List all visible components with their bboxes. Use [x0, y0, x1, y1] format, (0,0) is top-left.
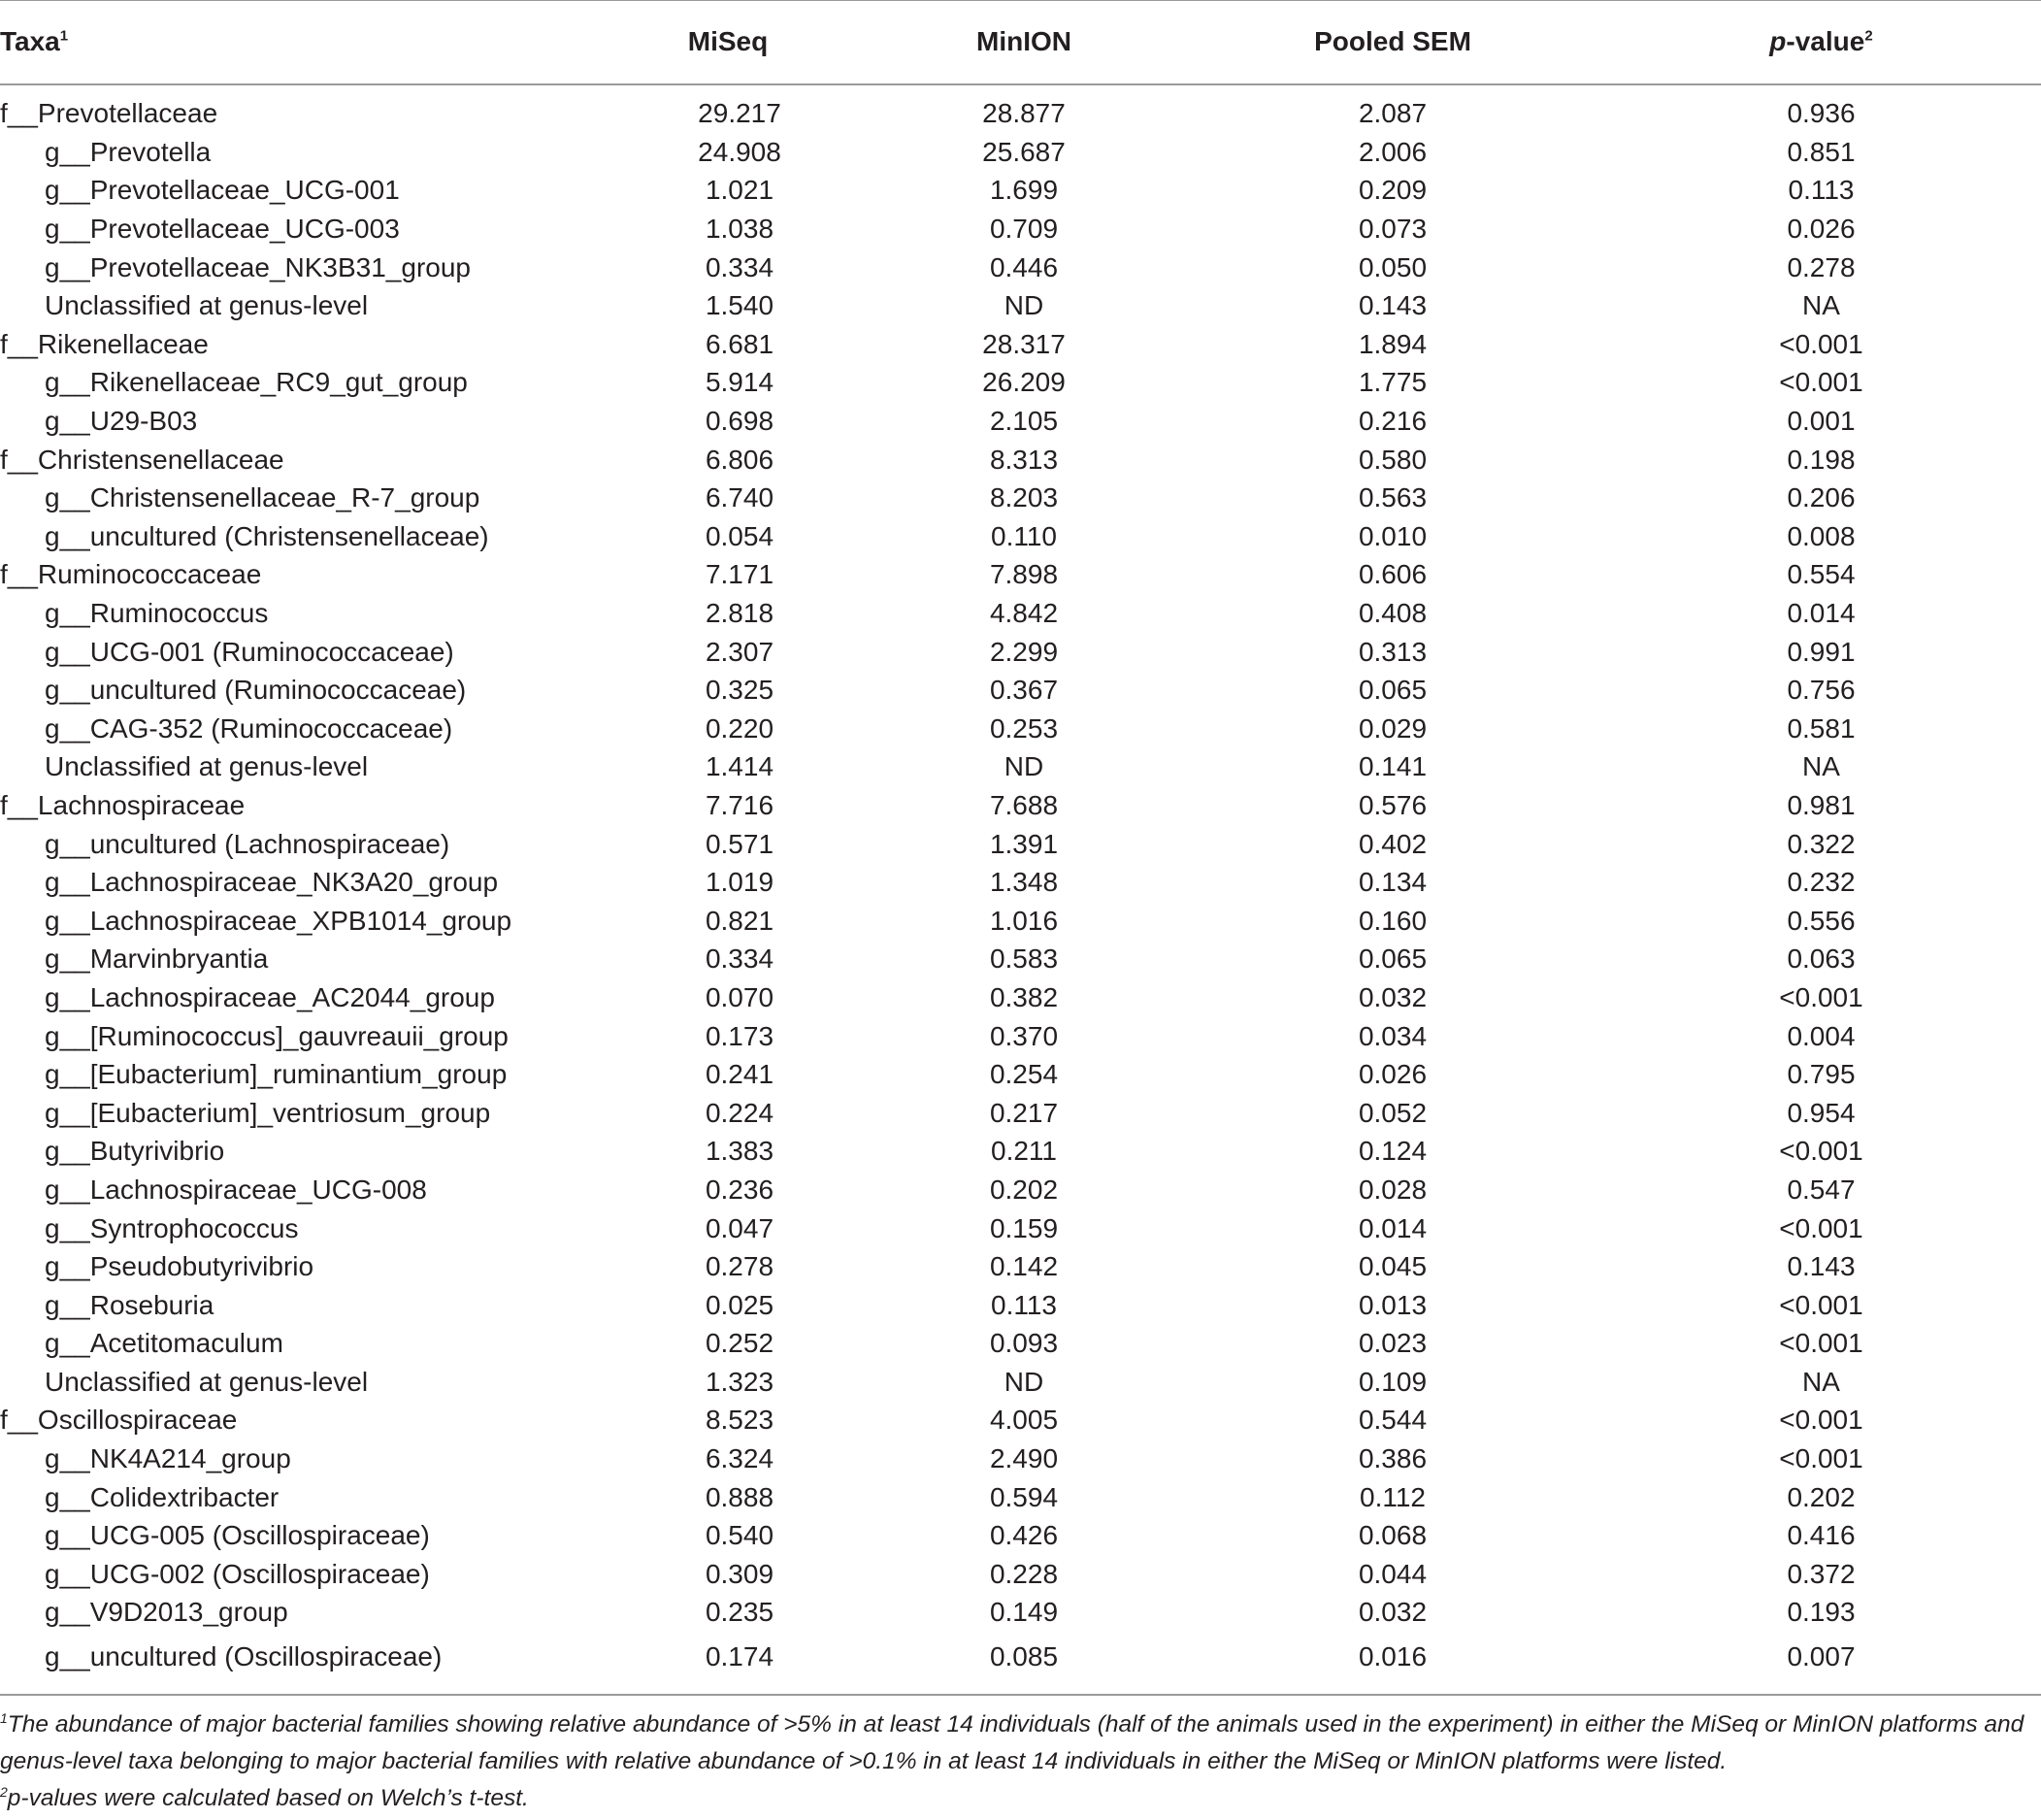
cell-minion: 0.254 — [989, 1059, 1059, 1090]
cell-miseq: 1.383 — [705, 1136, 774, 1167]
cell-p-value: NA — [1802, 290, 1840, 321]
table-row-genus — [0, 1247, 2041, 1286]
table-row-genus — [0, 633, 2041, 672]
cell-miseq: 0.025 — [705, 1289, 774, 1320]
cell-p-value: 0.416 — [1787, 1520, 1856, 1551]
cell-pooled-sem: 0.026 — [1358, 1059, 1428, 1090]
cell-p-value: 0.004 — [1787, 1020, 1856, 1051]
cell-miseq: 0.220 — [705, 712, 774, 744]
cell-minion: 0.370 — [989, 1020, 1059, 1051]
table-row-genus — [0, 172, 2041, 211]
header-taxa — [0, 1, 592, 84]
table-row-genus — [0, 248, 2041, 287]
cell-minion: 1.391 — [989, 828, 1059, 859]
table-row-family — [0, 95, 2041, 134]
table-row-genus — [0, 863, 2041, 902]
cell-miseq: 0.309 — [705, 1558, 774, 1589]
cell-miseq: 1.323 — [705, 1366, 774, 1397]
cell-minion: 2.299 — [989, 636, 1059, 667]
cell-pooled-sem: 0.563 — [1358, 482, 1428, 513]
cell-minion: ND — [1004, 1366, 1044, 1397]
cell-minion: ND — [1004, 751, 1044, 782]
cell-p-value: 0.936 — [1787, 98, 1856, 129]
table-footnotes — [0, 1706, 2038, 1817]
cell-p-value: <0.001 — [1779, 1212, 1863, 1243]
cell-minion: ND — [1004, 290, 1044, 321]
header-taxa-label: Taxa — [0, 26, 60, 57]
cell-miseq: 0.224 — [705, 1097, 774, 1128]
cell-pooled-sem: 1.775 — [1358, 367, 1428, 398]
cell-miseq: 0.821 — [705, 905, 774, 936]
cell-pooled-sem: 0.014 — [1358, 1212, 1428, 1243]
cell-taxa: g__NK4A214_group — [45, 1443, 291, 1474]
cell-p-value: 0.322 — [1787, 828, 1856, 859]
cell-p-value: 0.198 — [1787, 444, 1856, 475]
table-row-genus — [0, 594, 2041, 633]
cell-p-value: 0.372 — [1787, 1558, 1856, 1589]
cell-minion: 0.446 — [989, 251, 1059, 282]
cell-p-value: <0.001 — [1779, 1136, 1863, 1167]
cell-taxa: f__Lachnospiraceae — [0, 789, 246, 820]
table-row-genus — [0, 1516, 2041, 1555]
table-row-genus — [0, 286, 2041, 325]
cell-taxa: g__Lachnospiraceae_UCG-008 — [45, 1174, 427, 1205]
cell-pooled-sem: 0.013 — [1358, 1289, 1428, 1320]
footnote-1-text: The abundance of major bacterial families showing relative abundance of >5% in at least 14 individuals (half of the animals used in the experiment) in either the MiSeq or MinION platforms and genus-level taxa belonging to major bacterial families with relative abundance of >0.1% in at least 14 individuals in either the MiSeq or MinION platforms were listed. — [0, 1711, 2025, 1774]
cell-pooled-sem: 0.408 — [1358, 598, 1428, 629]
cell-taxa: g__Roseburia — [45, 1289, 214, 1320]
cell-pooled-sem: 0.313 — [1358, 636, 1428, 667]
table-row-family — [0, 1402, 2041, 1440]
cell-pooled-sem: 0.134 — [1358, 867, 1428, 898]
cell-p-value: 0.954 — [1787, 1097, 1856, 1128]
cell-p-value: 0.278 — [1787, 251, 1856, 282]
cell-pooled-sem: 0.029 — [1358, 712, 1428, 744]
cell-miseq: 0.173 — [705, 1020, 774, 1051]
table-row-genus — [0, 1094, 2041, 1133]
table-row-genus — [0, 1325, 2041, 1364]
cell-p-value: 0.991 — [1787, 636, 1856, 667]
table-row-genus — [0, 1594, 2041, 1633]
cell-taxa: g__UCG-002 (Oscillospiraceae) — [45, 1558, 430, 1589]
cell-minion: 8.313 — [989, 444, 1059, 475]
cell-taxa: g__Acetitomaculum — [45, 1328, 283, 1359]
cell-miseq: 5.914 — [705, 367, 774, 398]
cell-miseq: 7.171 — [705, 559, 774, 590]
cell-miseq: 0.888 — [705, 1481, 774, 1512]
table-row-genus — [0, 1055, 2041, 1094]
cell-minion: 1.348 — [989, 867, 1059, 898]
cell-taxa: g__UCG-001 (Ruminococcaceae) — [45, 636, 454, 667]
cell-taxa: g__Lachnospiraceae_NK3A20_group — [45, 867, 499, 898]
cell-p-value: 0.007 — [1601, 1632, 2041, 1695]
cell-pooled-sem: 0.034 — [1358, 1020, 1428, 1051]
cell-minion: 26.209 — [982, 367, 1066, 398]
cell-miseq: 0.698 — [705, 406, 774, 437]
cell-miseq: 0.235 — [705, 1597, 774, 1628]
cell-taxa: f__Rikenellaceae — [0, 328, 209, 359]
cell-pooled-sem: 2.006 — [1358, 136, 1428, 167]
header-row — [0, 1, 2041, 84]
cell-miseq: 0.540 — [705, 1520, 774, 1551]
cell-miseq: 8.523 — [705, 1405, 774, 1436]
cell-pooled-sem: 0.023 — [1358, 1328, 1428, 1359]
cell-miseq: 24.908 — [698, 136, 781, 167]
cell-miseq: 1.540 — [705, 290, 774, 321]
cell-miseq: 0.054 — [705, 520, 774, 551]
cell-p-value: 0.554 — [1787, 559, 1856, 590]
cell-taxa: g__CAG-352 (Ruminococcaceae) — [45, 712, 453, 744]
cell-taxa: Unclassified at genus-level — [45, 290, 369, 321]
header-p-value — [1601, 1, 2041, 84]
cell-taxa: g__UCG-005 (Oscillospiraceae) — [45, 1520, 430, 1551]
cell-pooled-sem: 0.580 — [1358, 444, 1428, 475]
table-row-genus — [0, 1632, 2041, 1695]
cell-taxa: f__Prevotellaceae — [0, 98, 218, 129]
table-row-genus — [0, 402, 2041, 441]
cell-miseq: 1.414 — [705, 751, 774, 782]
cell-minion: 0.709 — [989, 214, 1059, 245]
cell-p-value: 0.547 — [1787, 1174, 1856, 1205]
cell-p-value: 0.113 — [1788, 175, 1855, 206]
cell-miseq: 1.021 — [705, 175, 774, 206]
cell-miseq: 7.716 — [705, 789, 774, 820]
cell-p-value: 0.143 — [1787, 1251, 1856, 1282]
cell-minion: 7.688 — [989, 789, 1059, 820]
table-row-genus — [0, 710, 2041, 748]
cell-minion: 0.085 — [864, 1632, 1184, 1695]
cell-taxa: f__Christensenellaceae — [0, 444, 284, 475]
cell-pooled-sem: 0.576 — [1358, 789, 1428, 820]
table-row-genus — [0, 1209, 2041, 1248]
cell-p-value: 0.008 — [1787, 520, 1856, 551]
cell-minion: 0.583 — [989, 943, 1059, 975]
cell-minion: 25.687 — [982, 136, 1066, 167]
footnote-2-text: p-values were calculated based on Welch’s t-test. — [7, 1785, 529, 1811]
cell-pooled-sem: 0.112 — [1360, 1481, 1426, 1512]
cell-taxa: g__Lachnospiraceae_AC2044_group — [45, 981, 495, 1012]
table-row-genus — [0, 1286, 2041, 1325]
cell-minion: 0.594 — [989, 1481, 1059, 1512]
cell-miseq: 1.038 — [705, 214, 774, 245]
cell-taxa: g__[Ruminococcus]_gauvreauii_group — [45, 1020, 509, 1051]
cell-minion: 2.105 — [989, 406, 1059, 437]
table-row-genus — [0, 671, 2041, 710]
cell-taxa: g__Prevotellaceae_UCG-003 — [45, 214, 400, 245]
cell-p-value: <0.001 — [1779, 1405, 1863, 1436]
header-p-footnote-mark: 2 — [1864, 27, 1873, 45]
cell-taxa: g__Christensenellaceae_R-7_group — [45, 482, 480, 513]
cell-p-value: 0.232 — [1787, 867, 1856, 898]
cell-taxa: g__Marvinbryantia — [45, 943, 269, 975]
table-row-genus — [0, 1478, 2041, 1517]
cell-pooled-sem: 0.109 — [1358, 1366, 1428, 1397]
cell-miseq: 2.307 — [705, 636, 774, 667]
cell-p-value: 0.756 — [1787, 675, 1856, 706]
cell-p-value: 0.026 — [1787, 214, 1856, 245]
cell-miseq: 1.019 — [705, 867, 774, 898]
cell-minion: 0.149 — [989, 1597, 1059, 1628]
cell-miseq: 0.325 — [705, 675, 774, 706]
table-row-genus — [0, 941, 2041, 979]
header-minion: MinION — [864, 1, 1184, 84]
header-pooled-sem: Pooled SEM — [1184, 1, 1601, 84]
cell-p-value: 0.851 — [1787, 136, 1856, 167]
cell-taxa: g__V9D2013_group — [45, 1597, 288, 1628]
cell-p-value: 0.556 — [1787, 905, 1856, 936]
cell-p-value: <0.001 — [1779, 328, 1863, 359]
cell-minion: 0.382 — [989, 981, 1059, 1012]
footnote-1 — [0, 1706, 2038, 1780]
cell-minion: 7.898 — [989, 559, 1059, 590]
cell-pooled-sem: 0.068 — [1358, 1520, 1428, 1551]
cell-miseq: 0.070 — [705, 981, 774, 1012]
cell-pooled-sem: 0.124 — [1358, 1136, 1428, 1167]
cell-miseq: 0.252 — [705, 1328, 774, 1359]
cell-minion: 2.490 — [989, 1443, 1059, 1474]
cell-minion: 0.142 — [989, 1251, 1059, 1282]
cell-minion: 0.093 — [989, 1328, 1059, 1359]
cell-miseq: 0.334 — [705, 251, 774, 282]
cell-miseq: 6.681 — [705, 328, 774, 359]
table-row-genus — [0, 748, 2041, 787]
cell-p-value: 0.981 — [1787, 789, 1856, 820]
cell-p-value: 0.202 — [1787, 1481, 1856, 1512]
cell-pooled-sem: 0.045 — [1358, 1251, 1428, 1282]
cell-taxa: f__Ruminococcaceae — [0, 559, 262, 590]
table-row-family — [0, 325, 2041, 364]
cell-pooled-sem: 0.052 — [1358, 1097, 1428, 1128]
cell-taxa: g__Lachnospiraceae_XPB1014_group — [45, 905, 512, 936]
cell-p-value: <0.001 — [1779, 367, 1863, 398]
cell-taxa: g__Butyrivibrio — [45, 1136, 225, 1167]
cell-miseq: 0.174 — [592, 1632, 864, 1695]
cell-minion: 28.877 — [982, 98, 1066, 129]
cell-p-value: 0.795 — [1787, 1059, 1856, 1090]
table-spacer — [0, 84, 2041, 95]
cell-p-value: <0.001 — [1779, 1328, 1863, 1359]
cell-taxa: g__[Eubacterium]_ventriosum_group — [45, 1097, 491, 1128]
cell-pooled-sem: 0.606 — [1358, 559, 1428, 590]
cell-pooled-sem: 0.065 — [1358, 943, 1428, 975]
cell-p-value: 0.193 — [1787, 1597, 1856, 1628]
table-row-genus — [0, 364, 2041, 403]
cell-miseq: 0.334 — [705, 943, 774, 975]
cell-p-value: 0.001 — [1787, 406, 1856, 437]
cell-pooled-sem: 0.065 — [1358, 675, 1428, 706]
cell-taxa: g__U29-B03 — [45, 406, 198, 437]
cell-minion: 0.228 — [989, 1558, 1059, 1589]
cell-taxa: Unclassified at genus-level — [45, 751, 369, 782]
cell-taxa: g__uncultured (Lachnospiraceae) — [45, 828, 450, 859]
cell-minion: 0.159 — [989, 1212, 1059, 1243]
cell-minion: 0.211 — [991, 1136, 1057, 1167]
cell-taxa: g__Colidextribacter — [45, 1481, 280, 1512]
cell-minion: 0.253 — [989, 712, 1059, 744]
cell-p-value: 0.014 — [1787, 598, 1856, 629]
cell-p-value: NA — [1802, 1366, 1840, 1397]
table-row-genus — [0, 210, 2041, 248]
cell-taxa: g__Prevotella — [45, 136, 212, 167]
cell-minion: 1.016 — [989, 905, 1059, 936]
table-row-family — [0, 441, 2041, 480]
cell-pooled-sem: 0.544 — [1358, 1405, 1428, 1436]
cell-taxa: g__uncultured (Ruminococcaceae) — [45, 675, 467, 706]
header-p-letter: p — [1769, 26, 1787, 57]
cell-miseq: 0.236 — [705, 1174, 774, 1205]
table-row-genus — [0, 1363, 2041, 1402]
cell-minion: 0.367 — [989, 675, 1059, 706]
cell-pooled-sem: 0.402 — [1358, 828, 1428, 859]
cell-p-value: <0.001 — [1779, 1443, 1863, 1474]
table-row-genus — [0, 1017, 2041, 1056]
cell-minion: 8.203 — [989, 482, 1059, 513]
cell-pooled-sem: 0.050 — [1358, 251, 1428, 282]
cell-minion: 4.005 — [989, 1405, 1059, 1436]
table-row-genus — [0, 479, 2041, 517]
cell-p-value: 0.206 — [1787, 482, 1856, 513]
cell-pooled-sem: 0.044 — [1358, 1558, 1428, 1589]
footnote-1-mark: 1 — [0, 1709, 8, 1726]
cell-pooled-sem: 0.143 — [1358, 290, 1428, 321]
cell-minion: 0.217 — [989, 1097, 1059, 1128]
cell-pooled-sem: 0.016 — [1184, 1632, 1601, 1695]
cell-taxa: g__uncultured (Christensenellaceae) — [45, 520, 489, 551]
cell-miseq: 0.278 — [705, 1251, 774, 1282]
cell-pooled-sem: 0.032 — [1358, 1597, 1428, 1628]
cell-miseq: 2.818 — [705, 598, 774, 629]
cell-taxa: g__uncultured (Oscillospiraceae) — [0, 1632, 592, 1695]
table-row-genus — [0, 133, 2041, 172]
table-row-genus — [0, 1439, 2041, 1478]
cell-pooled-sem: 0.216 — [1358, 406, 1428, 437]
cell-miseq: 6.740 — [705, 482, 774, 513]
header-taxa-footnote-mark: 1 — [59, 27, 69, 45]
cell-p-value: <0.001 — [1779, 1289, 1863, 1320]
table-row-genus — [0, 1133, 2041, 1172]
cell-taxa: g__Pseudobutyrivibrio — [45, 1251, 314, 1282]
table-row-genus — [0, 1555, 2041, 1594]
cell-minion: 0.202 — [989, 1174, 1059, 1205]
cell-pooled-sem: 1.894 — [1358, 328, 1428, 359]
cell-pooled-sem: 0.010 — [1358, 520, 1428, 551]
table-body — [0, 84, 2041, 1696]
cell-p-value: <0.001 — [1779, 981, 1863, 1012]
cell-miseq: 6.806 — [705, 444, 774, 475]
cell-minion: 1.699 — [989, 175, 1059, 206]
cell-pooled-sem: 0.073 — [1358, 214, 1428, 245]
cell-minion: 0.113 — [991, 1289, 1057, 1320]
cell-minion: 0.426 — [989, 1520, 1059, 1551]
cell-miseq: 0.047 — [705, 1212, 774, 1243]
cell-taxa: g__Ruminococcus — [45, 598, 269, 629]
cell-p-value: 0.063 — [1787, 943, 1856, 975]
table-header — [0, 1, 2041, 84]
table-row-genus — [0, 902, 2041, 941]
cell-pooled-sem: 0.141 — [1358, 751, 1428, 782]
cell-pooled-sem: 0.032 — [1358, 981, 1428, 1012]
cell-pooled-sem: 0.028 — [1358, 1174, 1428, 1205]
cell-taxa: g__Rikenellaceae_RC9_gut_group — [45, 367, 468, 398]
cell-miseq: 0.241 — [705, 1059, 774, 1090]
cell-minion: 0.110 — [991, 520, 1057, 551]
cell-minion: 4.842 — [989, 598, 1059, 629]
cell-taxa: g__Syntrophococcus — [45, 1212, 299, 1243]
cell-miseq: 0.571 — [705, 828, 774, 859]
cell-miseq: 29.217 — [698, 98, 781, 129]
table-row-family — [0, 556, 2041, 595]
cell-pooled-sem: 0.209 — [1358, 175, 1428, 206]
cell-taxa: Unclassified at genus-level — [45, 1366, 369, 1397]
cell-taxa: g__[Eubacterium]_ruminantium_group — [45, 1059, 508, 1090]
header-p-rest: -value — [1786, 26, 1865, 57]
cell-pooled-sem: 0.160 — [1358, 905, 1428, 936]
footnote-2-mark: 2 — [0, 1783, 8, 1800]
table-row-genus — [0, 825, 2041, 864]
cell-taxa: g__Prevotellaceae_UCG-001 — [45, 175, 400, 206]
cell-taxa: f__Oscillospiraceae — [0, 1405, 238, 1436]
cell-p-value: 0.581 — [1787, 712, 1856, 744]
cell-p-value: NA — [1802, 751, 1840, 782]
cell-minion: 28.317 — [982, 328, 1066, 359]
table-row-family — [0, 786, 2041, 825]
table-row-genus — [0, 978, 2041, 1017]
cell-pooled-sem: 2.087 — [1358, 98, 1428, 129]
cell-taxa: g__Prevotellaceae_NK3B31_group — [45, 251, 471, 282]
header-miseq: MiSeq — [592, 1, 864, 84]
cell-pooled-sem: 0.386 — [1358, 1443, 1428, 1474]
table-row-genus — [0, 517, 2041, 556]
footnote-2 — [0, 1780, 2038, 1817]
table-row-genus — [0, 1171, 2041, 1209]
cell-miseq: 6.324 — [705, 1443, 774, 1474]
